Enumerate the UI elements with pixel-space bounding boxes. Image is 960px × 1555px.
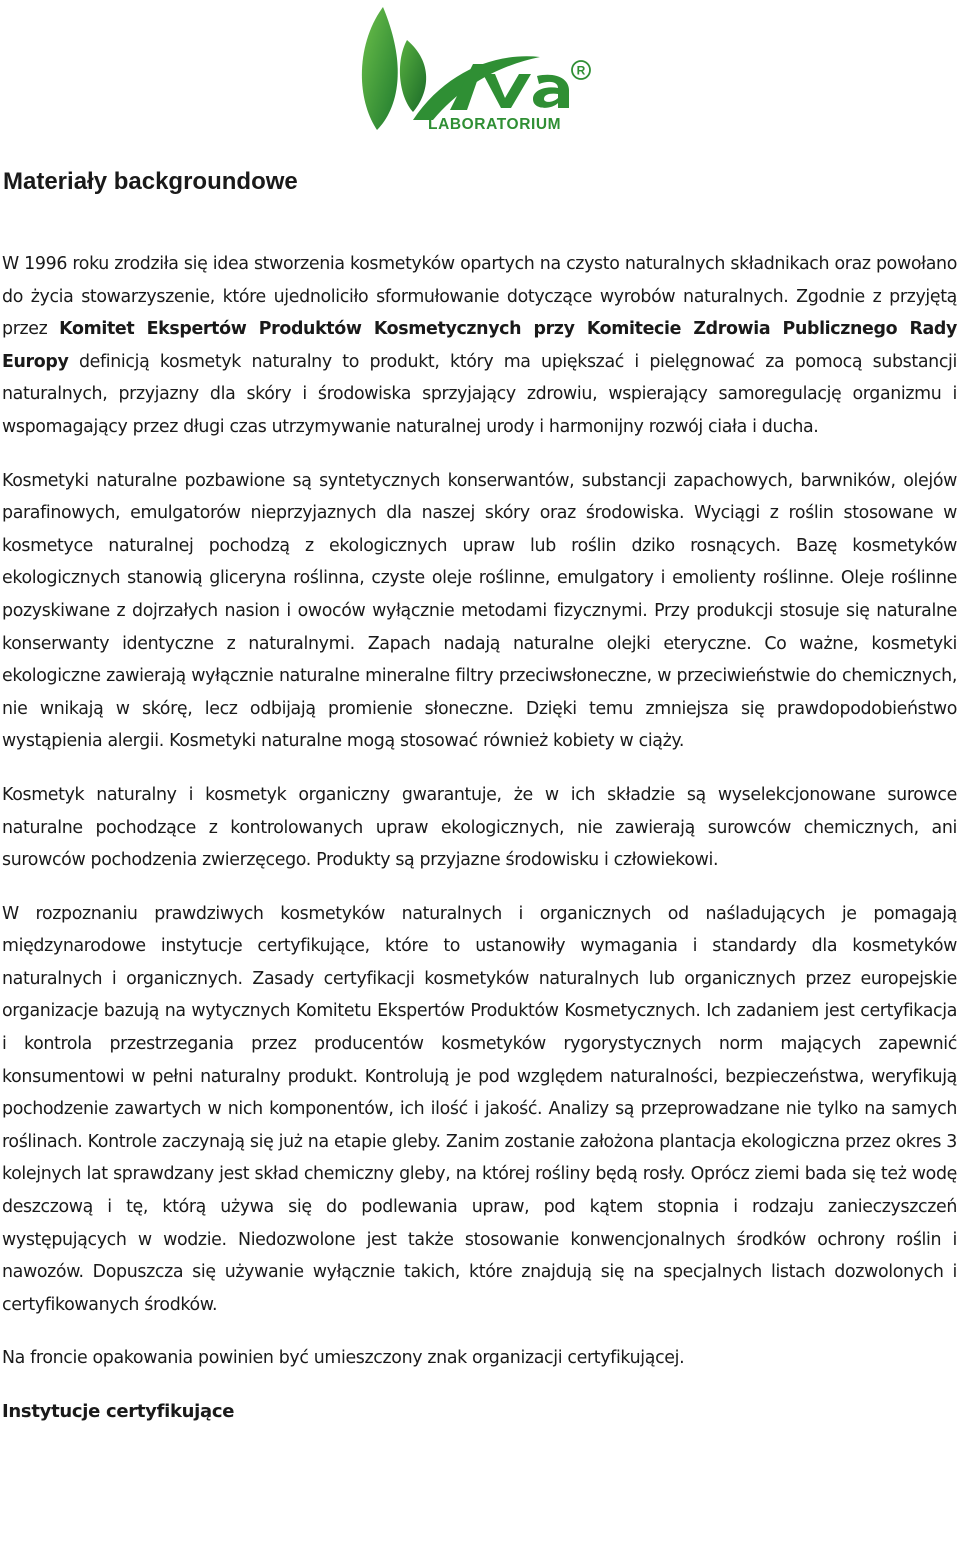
paragraph-4: W rozpoznaniu prawdziwych kosmetyków naturalnych i organicznych od naśladujących je pomagają międzynarodowe instytucje certyfikujące, które to ustanowiły wymagania i standardy dla kosmetyków naturalnych i organicznych. Zasady certyfikacji kosmetyków naturalnych lub organicznych przez europejskie organizacje bazują na wytycznych Komitetu Ekspertów Produktów Kosmetycznych. Ich zadaniem jest certyfikacja i kontrola przestrzegania przez producentów kosmetyków rygorystycznych norm mających zapewnić konsumentowi w pełni naturalny produkt. Kontrolują je pod względem naturalności, bezpieczeństwa, weryfikują pochodzenie zawartych w nich komponentów, ich ilość i jakość. Analizy są przeprowadzane nie tylko na samych roślinach. Kontrole zaczynają się już na etapie gleby. Zanim zostanie założona plantacja ekologiczna przez okres 3 kolejnych lat sprawdzany jest skład chemiczny gleby, na której rośliny będą rosły. Oprócz ziemi bada się też wodę deszczową i tę, którą używa się do podlewania upraw, pod kątem stopnia i rodzaju zanieczyszczeń występujących w wodzie. Niedozwolone jest także stosowanie konwencjonalnych środków ochrony roślin i nawozów. Dopuszcza się używanie wyłącznie takich, które znajdują się na specjalnych listach dozwolonych i certyfikowanych środków. [2, 903, 957, 1315]
paragraph-1-start: W 1996 roku zrodziła się idea stworzenia kosmetyków opartych na czysto naturalnych składnikach oraz powołano do życia stowarzyszenie, które ujednoliciło sformułowanie dotyczące wyrobów naturalnych. Zgodnie z przyjętą przez [2, 254, 957, 340]
paragraph-1-end: definicją kosmetyk naturalny to produkt, który ma upiększać i pielęgnować za pomocą substancji naturalnych, przyjazny dla skóry i środowiska sprzyjający zdrowiu, wspierający samoregulację organizmu i wspomagający przez długi czas utrzymywanie naturalnej urody i harmonijny rozwój ciała i ducha. [2, 351, 957, 437]
paragraph-3: Kosmetyk naturalny i kosmetyk organiczny gwarantuje, że w ich składzie są wyselekcjonowane surowce naturalne pochodzące z kontrolowanych upraw ekologicznych, nie zawierają surowców chemicznych, ani surowców pochodzenia zwierzęcego. Produkty są przyjazne środowisku i człowiekowi. [2, 784, 957, 871]
page-title: Materiały backgroundowe [3, 168, 298, 195]
paragraph-1 [2, 248, 957, 444]
paragraph-5: Na froncie opakowania powinien być umieszczony znak organizacji certyfikującej. [2, 1348, 685, 1369]
ava-laboratorium-logo [355, 2, 600, 137]
registered-mark: R [576, 63, 586, 78]
section-heading: Instytucje certyfikujące [2, 1401, 235, 1422]
document-body [2, 248, 957, 1428]
logo-subtitle: LABORATORIUM [428, 116, 562, 133]
leaf-logo-icon [355, 2, 600, 137]
paragraph-2: Kosmetyki naturalne pozbawione są syntetycznych konserwantów, substancji zapachowych, barwników, olejów parafinowych, emulgatorów nieprzyjaznych dla naszej skóry oraz środowiska. Wyciągi z roślin stosowane w kosmetyce naturalnej pochodzą z ekologicznych upraw lub roślin dziko rosnących. Bazę kosmetyków ekologicznych stanowią gliceryna roślinna, czyste oleje roślinne, emulgatory i emolienty roślinne. Oleje roślinne pozyskiwane z dojrzałych nasion i owoców wyłącznie metodami fizycznymi. Przy produkcji stosuje się naturalne konserwanty identyczne z naturalnymi. Zapach nadają naturalne olejki eteryczne. Co ważne, kosmetyki ekologiczne zawierają wyłącznie naturalne mineralne filtry przeciwsłoneczne, w przeciwieństwie do chemicznych, nie wnikają w skórę, lecz odbijają promienie słoneczne. Dzięki temu zmniejsza się prawdopodobieństwo wystąpienia alergii. Kosmetyki naturalne mogą stosować również kobiety w ciąży. [2, 470, 957, 752]
paragraph-1-committee: Komitet Ekspertów Produktów Kosmetycznych przy Komitecie Zdrowia Publicznego Rady Europy [2, 319, 958, 372]
